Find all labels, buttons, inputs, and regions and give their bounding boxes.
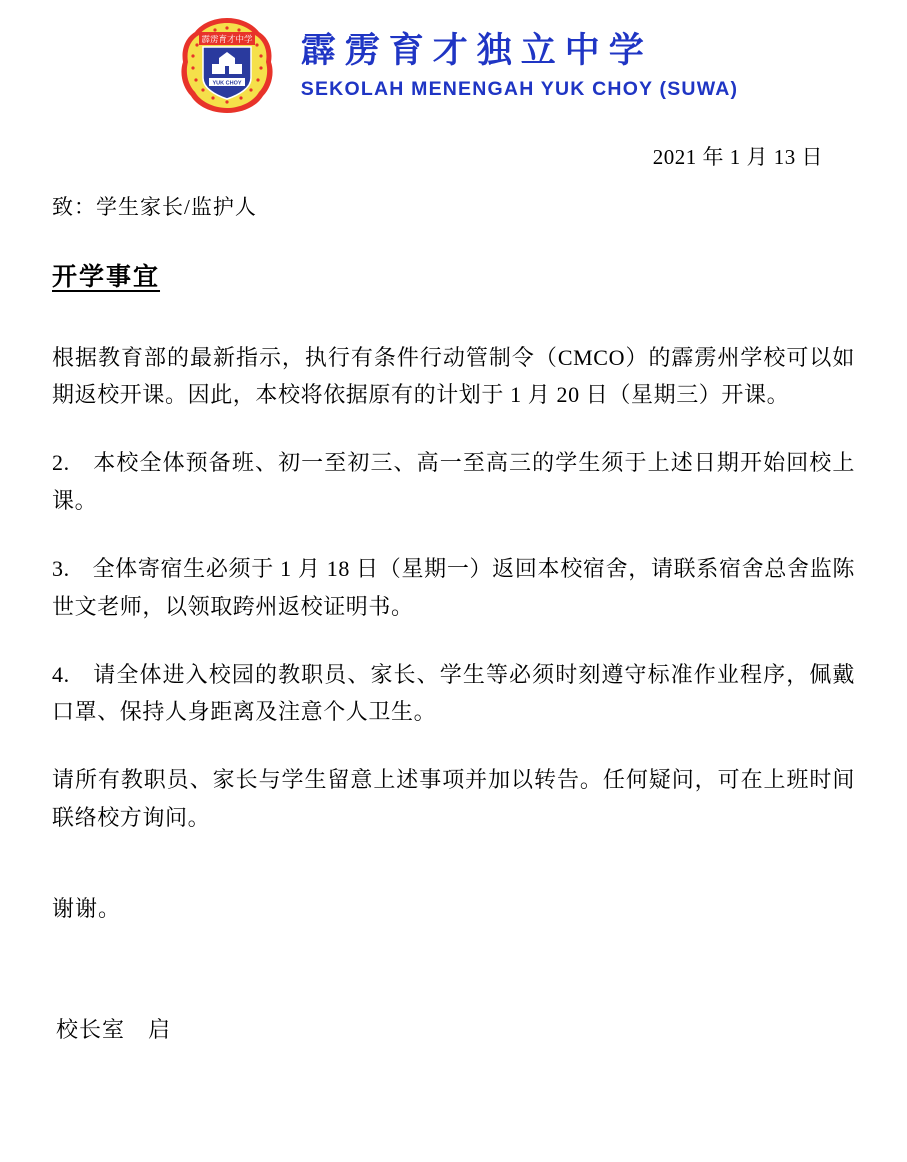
letter-paragraph-4: 4. 请全体进入校园的教职员、家长、学生等必须时刻遵守标准作业程序，佩戴口罩、保持人身距离及注意个人卫生。: [52, 661, 855, 725]
letter-paragraph-1: 根据教育部的最新指示，执行有条件行动管制令（CMCO）的霹雳州学校可以如期返校开课。因此，本校将依据原有的计划于 1 月 20 日（星期三）开课。: [52, 344, 855, 408]
school-name-malay: SEKOLAH MENENGAH YUK CHOY (SUWA): [300, 77, 739, 100]
school-name-block: [301, 31, 738, 102]
letter-closing: 校长室 启: [56, 1017, 172, 1043]
svg-text:YUK CHOY: YUK CHOY: [212, 80, 242, 87]
letter-date: 2021 年 1 月 13 日: [652, 145, 823, 169]
letter-paragraph-2: 2. 本校全体预备班、初一至初三、高一至高三的学生须于上述日期开始回校上课。: [52, 450, 855, 514]
letter-paragraph-5: 请所有教职员、家长与学生留意上述事项并加以转告。任何疑问，可在上班时间联络校方询问。: [52, 767, 855, 830]
letter-thanks: 谢谢。: [52, 895, 122, 921]
letterhead: [0, 0, 907, 116]
school-name-chinese: 霹雳育才独立中学: [300, 29, 653, 71]
letter-subject: 开学事宜: [52, 264, 161, 292]
letter-paragraph-3: 3. 全体寄宿生必须于 1 月 18 日（星期一）返回本校宿舍，请联系宿舍总舍监陈世文老师，以领取跨州返校证明书。: [52, 555, 855, 619]
letter-body: [0, 140, 907, 1048]
school-crest-icon: [179, 16, 275, 116]
letter-salutation: 致：学生家长/监护人: [52, 195, 257, 220]
svg-text:霹雳育才中学: 霹雳育才中学: [201, 35, 253, 45]
